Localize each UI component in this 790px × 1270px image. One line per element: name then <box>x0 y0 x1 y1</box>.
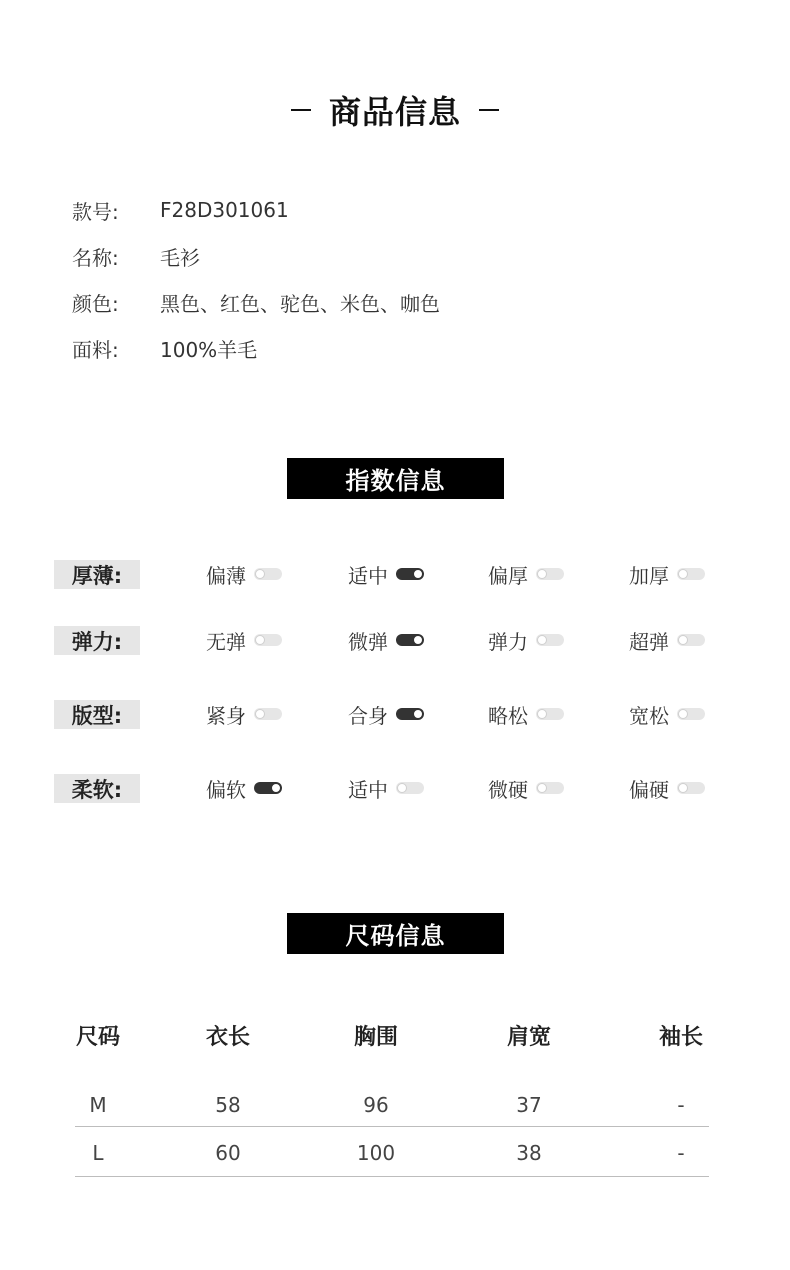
index-option[interactable] <box>629 773 705 803</box>
option-label: 偏硬 <box>629 777 669 802</box>
toggle-off-icon <box>254 568 282 580</box>
size-table-cell: 60 <box>215 1141 241 1165</box>
size-table-cell: 38 <box>516 1141 542 1165</box>
size-table-cell: 58 <box>215 1093 241 1117</box>
index-label-elasticity: 弹力: <box>54 626 140 655</box>
toggle-off-icon <box>677 568 705 580</box>
option-label: 无弹 <box>206 629 246 654</box>
info-value: F28D301061 <box>160 198 289 222</box>
index-option[interactable] <box>206 699 282 729</box>
index-option[interactable] <box>488 625 564 655</box>
size-table-cell: 37 <box>516 1093 542 1117</box>
toggle-off-icon <box>677 634 705 646</box>
size-table-cell: L <box>92 1141 104 1165</box>
option-label: 偏薄 <box>206 563 246 588</box>
page-header <box>0 86 790 134</box>
option-label: 微弹 <box>348 629 388 654</box>
toggle-on-icon <box>396 634 424 646</box>
size-table-cell: 96 <box>363 1093 389 1117</box>
toggle-off-icon <box>536 568 564 580</box>
index-option[interactable] <box>348 559 424 589</box>
index-option[interactable] <box>206 773 282 803</box>
option-label: 加厚 <box>629 563 669 588</box>
option-label: 偏软 <box>206 777 246 802</box>
info-row-style-number <box>72 195 289 225</box>
index-option[interactable] <box>206 625 282 655</box>
option-label: 略松 <box>488 703 528 728</box>
info-key: 名称: <box>72 245 119 270</box>
index-option[interactable] <box>488 773 564 803</box>
index-option[interactable] <box>488 559 564 589</box>
table-row-divider <box>75 1176 709 1177</box>
option-label: 适中 <box>348 563 388 588</box>
info-row-name <box>72 241 200 271</box>
size-table-cell: M <box>89 1093 107 1117</box>
size-table-header: 胸围 <box>353 1024 398 1050</box>
toggle-off-icon <box>677 708 705 720</box>
size-table-cell: - <box>677 1141 685 1165</box>
index-label-fit: 版型: <box>54 700 140 729</box>
info-key: 颜色: <box>72 291 119 316</box>
size-table-cell: 100 <box>356 1141 396 1165</box>
option-label: 微硬 <box>488 777 528 802</box>
table-row-divider <box>75 1126 709 1127</box>
title-right-dash <box>479 109 499 111</box>
toggle-off-icon <box>536 634 564 646</box>
index-option[interactable] <box>629 625 705 655</box>
info-value: 黑色、红色、驼色、米色、咖色 <box>160 291 440 316</box>
index-option[interactable] <box>206 559 282 589</box>
size-table-cell: - <box>677 1093 685 1117</box>
option-label: 适中 <box>348 777 388 802</box>
option-label: 弹力 <box>488 629 528 654</box>
option-label: 宽松 <box>629 703 669 728</box>
info-key: 款号: <box>72 199 119 224</box>
toggle-off-icon <box>254 634 282 646</box>
size-table-header: 尺码 <box>75 1024 120 1050</box>
option-label: 合身 <box>348 703 388 728</box>
info-row-fabric <box>72 333 257 363</box>
info-value: 100%羊毛 <box>160 337 258 362</box>
option-label: 紧身 <box>206 703 246 728</box>
index-option[interactable] <box>348 773 424 803</box>
size-table-header: 衣长 <box>205 1024 250 1050</box>
index-option[interactable] <box>629 699 705 729</box>
index-option[interactable] <box>348 699 424 729</box>
size-table-header: 肩宽 <box>506 1024 551 1050</box>
toggle-on-icon <box>254 782 282 794</box>
index-section-banner: 指数信息 <box>287 458 504 499</box>
index-label-softness: 柔软: <box>54 774 140 803</box>
title-left-dash <box>291 109 311 111</box>
index-option[interactable] <box>629 559 705 589</box>
toggle-off-icon <box>536 782 564 794</box>
option-label: 偏厚 <box>488 563 528 588</box>
index-label-thickness: 厚薄: <box>54 560 140 589</box>
option-label: 超弹 <box>629 629 669 654</box>
toggle-off-icon <box>396 782 424 794</box>
size-section-banner: 尺码信息 <box>287 913 504 954</box>
index-option[interactable] <box>488 699 564 729</box>
toggle-off-icon <box>536 708 564 720</box>
toggle-off-icon <box>677 782 705 794</box>
size-table-header: 袖长 <box>658 1024 703 1050</box>
index-option[interactable] <box>348 625 424 655</box>
info-row-color <box>72 287 440 317</box>
info-key: 面料: <box>72 337 119 362</box>
toggle-on-icon <box>396 708 424 720</box>
info-value: 毛衫 <box>160 245 200 270</box>
toggle-off-icon <box>254 708 282 720</box>
page-title: 商品信息 <box>328 93 461 131</box>
toggle-on-icon <box>396 568 424 580</box>
